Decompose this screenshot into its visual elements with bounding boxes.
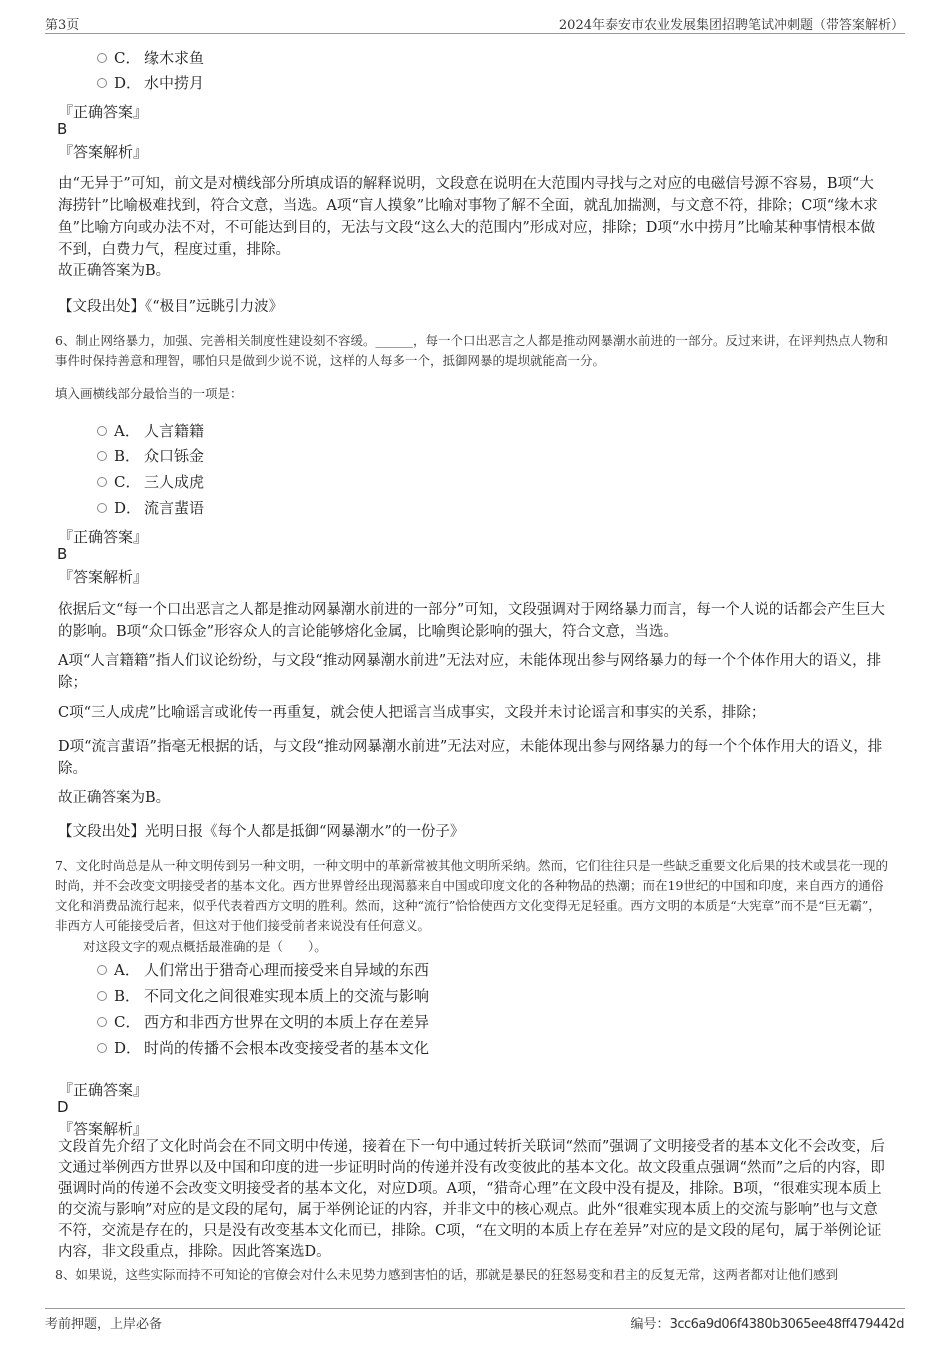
q5-conclusion: 故正确答案为B。 [58, 263, 171, 279]
q5-analysis-label: 『答案解析』 [58, 143, 149, 161]
radio-icon[interactable] [97, 1043, 107, 1053]
radio-icon[interactable] [97, 991, 107, 1001]
q5-analysis: 由“无异于”可知，前文是对横线部分所填成语的解释说明，文段意在说明在大范围内寻找与之对应的电磁信号源不容易，B项“大海捞针”比喻极难找到，符合文意，当选。A项“盲人摸象”比喻对事物了解不全面，就乱加揣测，与文意不符，排除；C项“缘木求鱼”比喻方向或办法不对，不可能达到目的，无法与文段“这么大的范围内”形成对应，排除；D项“水中捞月”比喻某种事情根本做不到，白费力气，程度过重，排除。 [58, 176, 878, 258]
radio-icon[interactable] [97, 965, 107, 975]
radio-icon[interactable] [97, 426, 107, 436]
q6-prompt: 填入画横线部分最恰当的一项是： [55, 386, 243, 401]
q5-source: 【文段出处】《“极目”远眺引力波》 [58, 299, 284, 315]
q6-option-c[interactable]: C． 三人成虎 [97, 472, 204, 492]
q6-option-a[interactable]: A． 人言籍籍 [97, 421, 204, 441]
q6-answer: B [57, 545, 68, 563]
header-divider [45, 33, 905, 34]
q7-analysis: 文段首先介绍了文化时尚会在不同文明中传递，接着在下一句中通过转折关联词“然而”强调了文明接受者的基本文化不会改变，后文通过举例西方世界以及中国和印度的进一步证明时尚的传递并没有改变彼此的基本文化。故文段重点强调“然而”之后的内容，即强调时尚的传递不会改变文明接受者的基本文化，对应D项。A项，“猎奇心理”在文段中没有提及，排除。B项，“很难实现本质上的交流与影响”对应的是文段的尾句，属于举例论证的内容，并非文中的核心观点。此外“很难实现本质上的交流与影响”也与文意不符，交流是存在的，只是没有改变基本文化而已，排除。C项，“在文明的本质上存在差异”对应的是文段的尾句，属于举例论证内容，非文段重点，排除。因此答案选D。 [58, 1139, 885, 1260]
footer-divider [45, 1308, 905, 1309]
radio-icon[interactable] [97, 53, 107, 63]
q7-answer: D [57, 1098, 69, 1116]
radio-icon[interactable] [97, 1017, 107, 1027]
q6-analysis-1: 依据后文“每一个口出恶言之人都是推动网暴潮水前进的一部分”可知，文段强调对于网络暴力而言，每一个人说的话都会产生巨大的影响。B项“众口铄金”形容众人的言论能够熔化金属，比喻舆论影响的强大，符合文意，当选。 [58, 602, 885, 640]
radio-icon[interactable] [97, 503, 107, 513]
q6-conclusion: 故正确答案为B。 [58, 790, 171, 806]
q5-answer-label: 『正确答案』 [58, 103, 149, 121]
q7-option-d[interactable]: D． 时尚的传播不会根本改变接受者的基本文化 [97, 1038, 429, 1058]
q6-option-d[interactable]: D． 流言蜚语 [97, 498, 204, 518]
q7-option-b[interactable]: B． 不同文化之间很难实现本质上的交流与影响 [97, 986, 429, 1006]
q6-analysis-2: A项“人言籍籍”指人们议论纷纷，与文段“推动网暴潮水前进”无法对应，未能体现出参与网络暴力的每一个个体作用大的语义，排除； [58, 653, 882, 691]
q7-option-a[interactable]: A． 人们常出于猎奇心理而接受来自异域的东西 [97, 960, 429, 980]
page-number: 第3页 [45, 18, 80, 33]
q6-analysis-4: D项“流言蜚语”指毫无根据的话，与文段“推动网暴潮水前进”无法对应，未能体现出参与网络暴力的每一个个体作用大的语义，排除。 [58, 739, 883, 777]
q7-answer-label: 『正确答案』 [58, 1081, 149, 1099]
q5-option-c[interactable]: C． 缘木求鱼 [97, 48, 204, 68]
q7-stem: 7、文化时尚总是从一种文明传到另一种文明，一种文明中的革新常被其他文明所采纳。然而，它们往往只是一些缺乏重要文化后果的技术或昙花一现的时尚，并不会改变文明接受者的基本文化。西方世界曾经出现渴慕来自中国或印度文化的各种物品的热潮；而在19世纪的中国和印度，来自西方的通俗文化和消费品流行起来，似乎代表着西方文明的胜利。然而，这种“流行”恰恰使西方文化变得无足轻重。西方文明的本质是“大宪章”而不是“巨无霸”，非西方人可能接受后者，但这对于他们接受前者来说没有任何意义。 [55, 858, 888, 933]
q5-answer: B [57, 120, 68, 138]
q6-analysis-3: C项“三人成虎”比喻谣言或讹传一再重复，就会使人把谣言当成事实，文段并未讨论谣言和事实的关系，排除； [58, 705, 766, 721]
document-code: 编号：3cc6a9d06f4380b3065ee48ff479442d [630, 1317, 904, 1332]
q6-option-b[interactable]: B． 众口铄金 [97, 446, 204, 466]
q7-option-c[interactable]: C． 西方和非西方世界在文明的本质上存在差异 [97, 1012, 429, 1032]
q6-analysis-label: 『答案解析』 [58, 568, 149, 586]
q6-answer-label: 『正确答案』 [58, 528, 149, 546]
footer-slogan: 考前押题，上岸必备 [45, 1317, 163, 1332]
q6-source: 【文段出处】光明日报《每个人都是抵御“网暴潮水”的一份子》 [58, 824, 465, 840]
q7-prompt: 对这段文字的观点概括最准确的是（ ）。 [83, 939, 327, 954]
q7-analysis-label: 『答案解析』 [58, 1120, 149, 1138]
q5-option-d[interactable]: D． 水中捞月 [97, 73, 204, 93]
radio-icon[interactable] [97, 451, 107, 461]
q8-stem: 8、如果说，这些实际而持不可知论的官僚会对什么未见势力感到害怕的话，那就是暴民的狂怒易变和君主的反复无常，这两者都对让他们感到 [55, 1267, 838, 1282]
q6-stem: 6、制止网络暴力，加强、完善相关制度性建设刻不容缓。______，每一个口出恶言之人都是推动网暴潮水前进的一部分。反过来讲，在评判热点人物和事件时保持善意和理智，哪怕只是做到少说不说，这样的人每多一个，抵御网暴的堤坝就能高一分。 [55, 333, 888, 368]
document-title: 2024年泰安市农业发展集团招聘笔试冲刺题（带答案解析） [558, 18, 904, 33]
radio-icon[interactable] [97, 477, 107, 487]
radio-icon[interactable] [97, 78, 107, 88]
